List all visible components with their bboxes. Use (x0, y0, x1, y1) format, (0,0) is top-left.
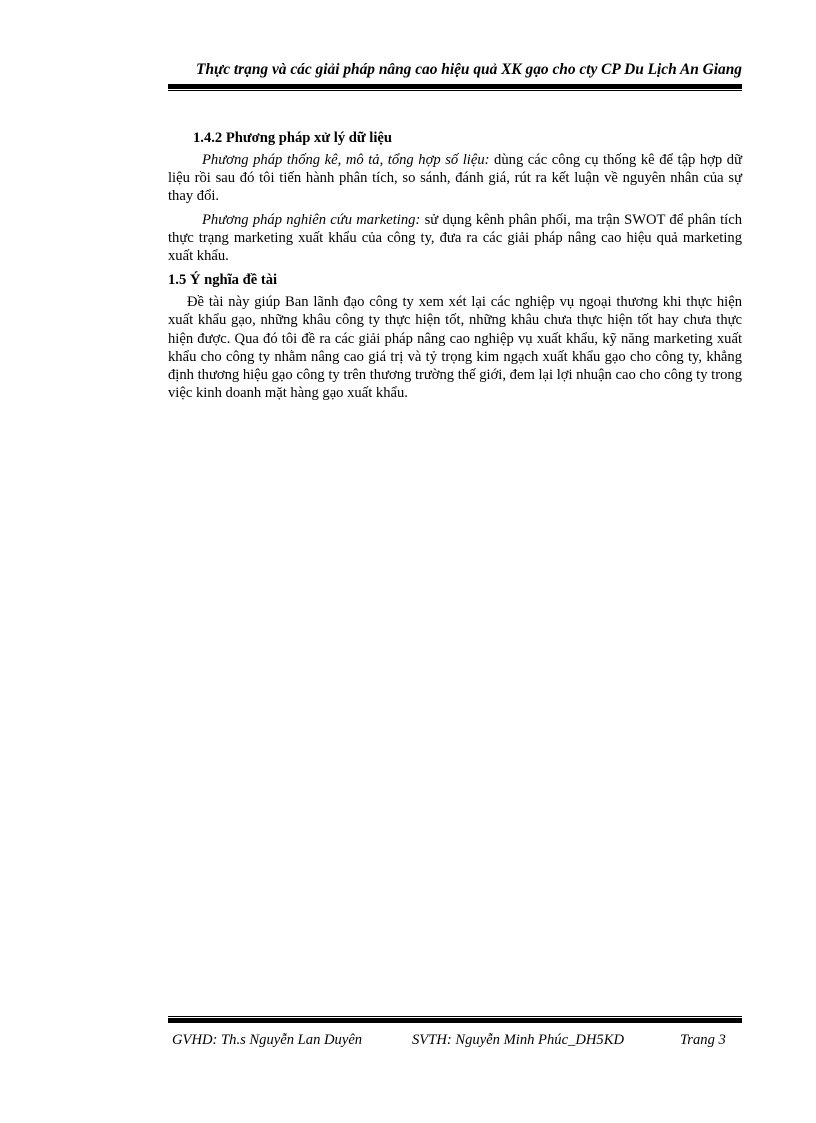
header-rule-thick (168, 84, 742, 89)
header-title: Thực trạng và các giải pháp nâng cao hiệu quả XK gạo cho cty CP Du Lịch An Giang (196, 61, 742, 78)
footer-page-number: Trang 3 (680, 1032, 726, 1048)
footer-rule (168, 1016, 742, 1023)
header-rule-thin (168, 90, 742, 91)
page-footer (168, 1016, 742, 1049)
footer-rule-thin (168, 1016, 742, 1017)
statistics-method-lead: Phương pháp thống kê, mô tả, tổng hợp số liệu: (202, 152, 490, 168)
paragraph-significance: Đề tài này giúp Ban lãnh đạo công ty xem xét lại các nghiệp vụ ngoại thương khi thực hiện xuất khẩu gạo, những khâu công ty thực hiện tốt, những khâu chưa thực hiện tốt hay chưa thực hiện được. Qua đó tôi đề ra các giải pháp nâng cao nghiệp vụ xuất khẩu, kỹ năng marketing xuất khẩu cho công ty nhằm nâng cao giá trị và tỷ trọng kim ngạch xuất khẩu gạo cho công ty, khẳng định thương hiệu gạo công ty trên thương trường thế giới, đem lại lợi nhuận cao cho công ty trong việc kinh doanh mặt hàng gạo xuất khẩu. (168, 294, 742, 402)
marketing-method-lead: Phương pháp nghiên cứu marketing: (202, 211, 421, 228)
paragraph-statistics-method (168, 151, 742, 206)
statistics-method-text: dùng các công cụ thống kê để tập hợp dữ liệu rồi sau đó tôi tiến hành phân tích, so sánh, đánh giá, rút ra kết luận về nguyên nhân của sự thay đổi. (168, 152, 742, 205)
footer-student: SVTH: Nguyễn Minh Phúc_DH5KD (412, 1032, 624, 1048)
footer-rule-thick (168, 1018, 742, 1023)
heading-1-5: 1.5 Ý nghĩa đề tài (168, 272, 278, 289)
header-rule (168, 84, 742, 91)
page-header (168, 58, 742, 91)
marketing-method-text: sử dụng kênh phân phối, ma trận SWOT để phân tích thực trạng marketing xuất khẩu của công ty, đưa ra các giải pháp nâng cao hiệu quả marketing xuất khẩu. (168, 211, 742, 265)
footer-text (168, 1031, 742, 1049)
document-body (168, 128, 742, 407)
footer-advisor: GVHD: Th.s Nguyễn Lan Duyên (172, 1032, 363, 1048)
heading-1-4-2: 1.4.2 Phương pháp xử lý dữ liệu (193, 130, 392, 146)
paragraph-marketing-method (168, 211, 742, 266)
